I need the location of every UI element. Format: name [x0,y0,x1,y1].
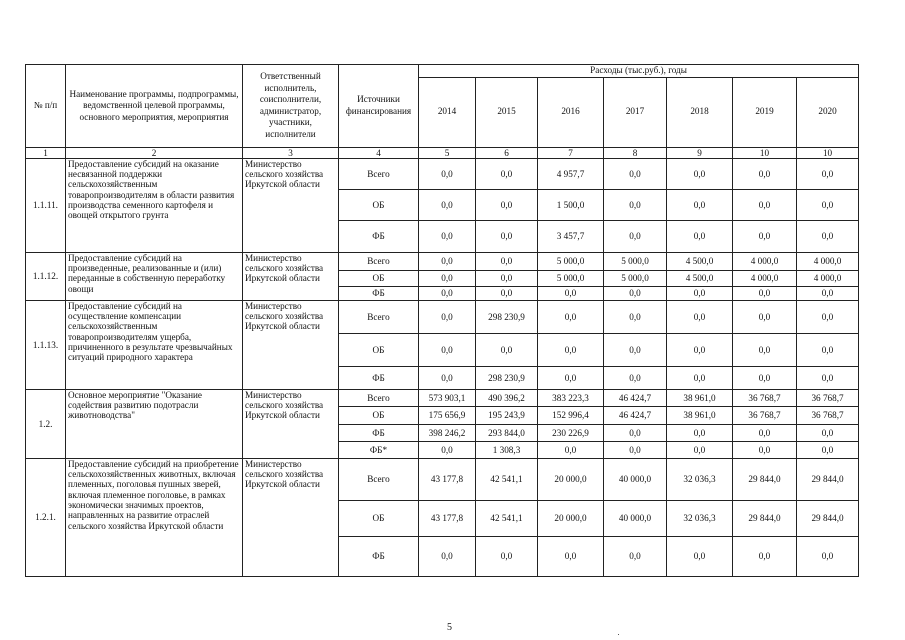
expense-value: 42 541,1 [476,458,538,500]
table-row [26,158,859,189]
expense-value: 4 957,7 [538,158,604,189]
expense-value: 3 457,7 [538,220,604,252]
expense-value: 42 541,1 [476,500,538,536]
column-index: 7 [538,147,604,158]
row-number: 1.2.1. [26,458,66,576]
program-name: Предоставление субсидий на приобретение сельскохозяйственных животных, включая племенных, поголовья пушных зверей, включая племенное поголовье, в рамках экономически значимых проектов, направленных на развитие отраслей сельского хозяйства Иркутской области [66,458,243,576]
expense-value: 0,0 [604,441,667,458]
expense-value: 0,0 [538,366,604,389]
expense-value: 40 000,0 [604,458,667,500]
expense-value: 0,0 [797,220,859,252]
expense-value: 40 000,0 [604,500,667,536]
funding-source: Всего [339,389,419,406]
funding-source: ФБ [339,366,419,389]
funding-source: Всего [339,458,419,500]
table-row [26,252,859,270]
expense-value: 0,0 [419,536,476,576]
column-index: 1 [26,147,66,158]
expense-value: 0,0 [667,300,733,333]
scan-speck [618,634,619,635]
table-row [26,458,859,500]
expense-value: 0,0 [476,189,538,220]
header-year: 2015 [476,77,538,147]
expense-value: 46 424,7 [604,406,667,424]
column-index: 6 [476,147,538,158]
expense-value: 0,0 [797,158,859,189]
expense-value: 0,0 [733,220,797,252]
expense-value: 0,0 [538,300,604,333]
expense-value: 0,0 [538,333,604,366]
expense-value: 29 844,0 [733,458,797,500]
expense-value: 0,0 [604,366,667,389]
expense-value: 0,0 [797,286,859,300]
expense-value: 46 424,7 [604,389,667,406]
expense-value: 0,0 [797,366,859,389]
responsible-executor: Министерство сельского хозяйства Иркутской области [243,158,339,252]
program-name: Основное мероприятие "Оказание содействия развитию подотрасли животноводства" [66,389,243,458]
page-number: 5 [447,622,452,633]
expense-value: 0,0 [419,366,476,389]
expense-value: 573 903,1 [419,389,476,406]
expense-value: 0,0 [604,158,667,189]
expense-value: 0,0 [476,536,538,576]
expense-value: 1 308,3 [476,441,538,458]
header-year: 2018 [667,77,733,147]
expense-value: 38 961,0 [667,406,733,424]
expense-value: 20 000,0 [538,500,604,536]
expense-value: 43 177,8 [419,500,476,536]
expense-value: 0,0 [733,536,797,576]
expense-value: 4 500,0 [667,270,733,286]
expense-value: 0,0 [797,441,859,458]
funding-source: Всего [339,300,419,333]
expense-value: 0,0 [733,441,797,458]
expense-value: 0,0 [667,366,733,389]
expense-value: 32 036,3 [667,458,733,500]
expense-value: 0,0 [419,158,476,189]
expense-value: 0,0 [733,333,797,366]
funding-source: ОБ [339,500,419,536]
funding-source: ОБ [339,406,419,424]
expense-value: 0,0 [419,270,476,286]
funding-source: Всего [339,252,419,270]
expense-value: 29 844,0 [733,500,797,536]
expense-value: 0,0 [476,220,538,252]
expense-value: 0,0 [667,220,733,252]
expense-value: 0,0 [419,286,476,300]
expense-value: 0,0 [604,189,667,220]
expense-value: 490 396,2 [476,389,538,406]
budget-table-body [26,158,859,576]
expense-value: 0,0 [733,286,797,300]
expense-value: 0,0 [797,536,859,576]
header-number: № п/п [26,65,66,148]
expense-value: 0,0 [604,424,667,441]
funding-source: ФБ [339,536,419,576]
expense-value: 0,0 [667,286,733,300]
expense-value: 0,0 [604,333,667,366]
header-funding-source: Источники финансирования [339,65,419,148]
funding-source: ОБ [339,333,419,366]
funding-source: ФБ [339,424,419,441]
row-number: 1.2. [26,389,66,458]
expense-value: 5 000,0 [538,252,604,270]
expense-value: 0,0 [476,270,538,286]
expense-value: 175 656,9 [419,406,476,424]
expense-value: 0,0 [476,252,538,270]
expense-value: 0,0 [667,424,733,441]
expense-value: 0,0 [419,300,476,333]
column-index: 9 [667,147,733,158]
expense-value: 4 000,0 [797,270,859,286]
expense-value: 0,0 [538,441,604,458]
expense-value: 0,0 [604,286,667,300]
funding-source: ОБ [339,270,419,286]
column-index: 2 [66,147,243,158]
expense-value: 383 223,3 [538,389,604,406]
expense-value: 0,0 [797,424,859,441]
expense-value: 43 177,8 [419,458,476,500]
expense-value: 4 000,0 [797,252,859,270]
program-name: Предоставление субсидий на осуществление компенсации сельскохозяйственным товаропроизводителям ущерба, причиненного в результате чрезвычайных ситуаций природного характера [66,300,243,389]
header-program-name: Наименование программы, подпрограммы, ведомственной целевой программы, основного мероприятия, мероприятия [66,65,243,148]
table-row [26,300,859,333]
header-year: 2014 [419,77,476,147]
expense-value: 36 768,7 [733,389,797,406]
expense-value: 398 246,2 [419,424,476,441]
expense-value: 20 000,0 [538,458,604,500]
table-row [26,389,859,406]
expense-value: 4 500,0 [667,252,733,270]
expense-value: 1 500,0 [538,189,604,220]
expense-value: 298 230,9 [476,300,538,333]
expense-value: 0,0 [419,441,476,458]
funding-source: Всего [339,158,419,189]
expense-value: 0,0 [733,300,797,333]
expense-value: 0,0 [797,189,859,220]
column-index: 10 [733,147,797,158]
expense-value: 36 768,7 [733,406,797,424]
expense-value: 152 996,4 [538,406,604,424]
column-index: 10 [797,147,859,158]
header-year: 2019 [733,77,797,147]
expense-value: 5 000,0 [538,270,604,286]
expense-value: 0,0 [419,189,476,220]
funding-source: ФБ [339,286,419,300]
expense-value: 0,0 [419,333,476,366]
expense-value: 0,0 [797,333,859,366]
expense-value: 36 768,7 [797,406,859,424]
row-number: 1.1.11. [26,158,66,252]
column-index: 4 [339,147,419,158]
expense-value: 0,0 [733,366,797,389]
expense-value: 230 226,9 [538,424,604,441]
responsible-executor: Министерство сельского хозяйства Иркутской области [243,252,339,300]
expense-value: 4 000,0 [733,252,797,270]
header-year: 2017 [604,77,667,147]
expense-value: 0,0 [604,300,667,333]
expense-value: 0,0 [797,300,859,333]
funding-source: ОБ [339,189,419,220]
expense-value: 0,0 [667,189,733,220]
expense-value: 0,0 [733,158,797,189]
row-number: 1.1.13. [26,300,66,389]
column-index: 8 [604,147,667,158]
expense-value: 0,0 [604,220,667,252]
expense-value: 36 768,7 [797,389,859,406]
expense-value: 0,0 [667,441,733,458]
expense-value: 0,0 [667,333,733,366]
responsible-executor: Министерство сельского хозяйства Иркутской области [243,300,339,389]
funding-source: ФБ* [339,441,419,458]
column-index-row [26,147,859,158]
expense-value: 38 961,0 [667,389,733,406]
header-responsible: Ответственный исполнитель, соисполнители, администратор, участники, исполнители [243,65,339,148]
responsible-executor: Министерство сельского хозяйства Иркутской области [243,389,339,458]
expense-value: 29 844,0 [797,500,859,536]
expense-value: 29 844,0 [797,458,859,500]
expense-value: 0,0 [419,252,476,270]
expense-value: 0,0 [733,424,797,441]
expense-value: 0,0 [538,536,604,576]
program-name: Предоставление субсидий на произведенные, реализованные и (или) переданные в собственную переработку овощи [66,252,243,300]
expense-value: 0,0 [604,536,667,576]
expense-value: 5 000,0 [604,270,667,286]
expense-value: 0,0 [667,536,733,576]
expense-value: 32 036,3 [667,500,733,536]
funding-source: ФБ [339,220,419,252]
column-index: 5 [419,147,476,158]
responsible-executor: Министерство сельского хозяйства Иркутской области [243,458,339,576]
column-index: 3 [243,147,339,158]
expense-value: 293 844,0 [476,424,538,441]
row-number: 1.1.12. [26,252,66,300]
expense-value: 0,0 [419,220,476,252]
header-year: 2016 [538,77,604,147]
expense-value: 0,0 [476,158,538,189]
expense-value: 195 243,9 [476,406,538,424]
header-year: 2020 [797,77,859,147]
expense-value: 0,0 [733,189,797,220]
expense-value: 298 230,9 [476,366,538,389]
expense-value: 5 000,0 [604,252,667,270]
header-expenses: Расходы (тыс.руб.), годы [419,65,859,78]
expense-value: 0,0 [476,286,538,300]
program-name: Предоставление субсидий на оказание несвязанной поддержки сельскохозяйственным товаропроизводителям в области развития производства семенного картофеля и овощей открытого грунта [66,158,243,252]
expense-value: 0,0 [667,158,733,189]
expense-value: 0,0 [476,333,538,366]
expense-value: 0,0 [538,286,604,300]
expense-value: 4 000,0 [733,270,797,286]
budget-table [25,64,859,577]
